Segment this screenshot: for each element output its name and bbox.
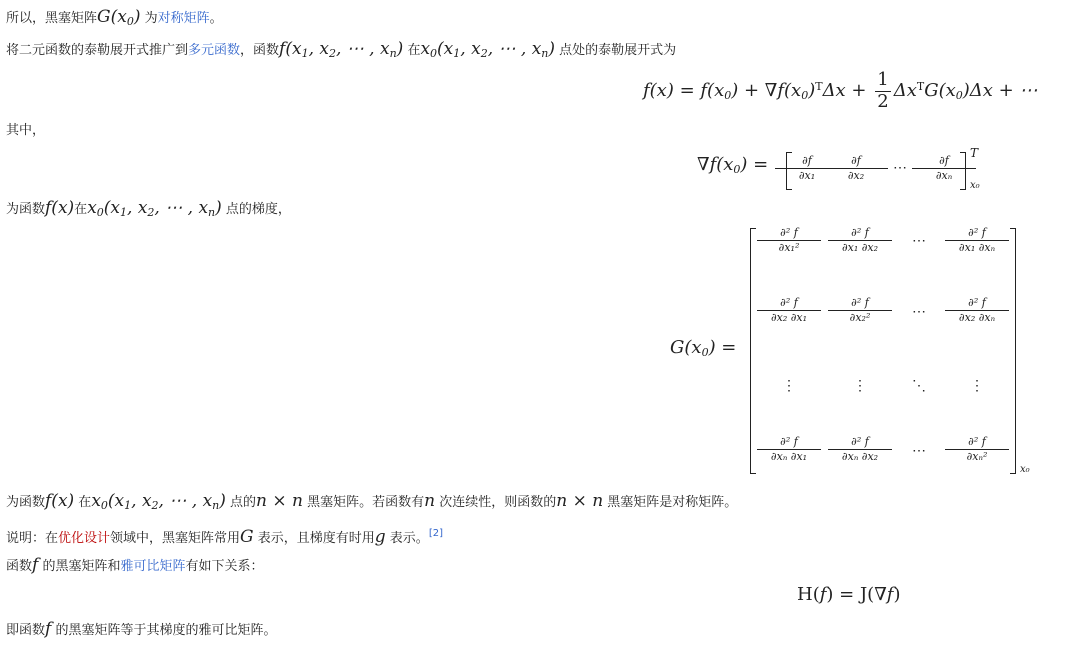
hessian-bracket-left bbox=[750, 228, 756, 474]
text: 为 bbox=[140, 11, 158, 26]
hessian-cell-2-1: $\frac{\text{∂² f}}{\text{∂x₂ ∂x₁}}$ bbox=[757, 296, 821, 326]
text: 在 bbox=[403, 43, 421, 58]
citation-link[interactable]: [2] bbox=[428, 528, 443, 539]
equation-hessian-lhs: $G(x_0)$ = bbox=[670, 337, 737, 359]
text: 点处的泰勒展开式为 bbox=[555, 43, 677, 58]
paragraph-symmetric bbox=[6, 6, 223, 33]
paragraph-gradient: 为函数f(x)在$x_0(x_1$, $x_2$, ⋯ , $x_n$) 点的梯度， bbox=[6, 198, 291, 219]
math-sub: 0 bbox=[126, 15, 134, 28]
hessian-cell-n-n: $\frac{\text{∂² f}}{\text{∂xₙ²}}$ bbox=[945, 435, 1009, 465]
gradient-bracket-right bbox=[960, 152, 966, 190]
gradient-term-2: $\frac{\partial f}{\text{∂x₂}}$ bbox=[824, 154, 888, 184]
paragraph-taylor bbox=[6, 38, 676, 65]
text: 将二元函数的泰勒展开式推广到 bbox=[6, 43, 189, 58]
hessian-cell-2-2: $\frac{\text{∂² f}}{\text{∂x₂²}}$ bbox=[828, 296, 892, 326]
link-jacobian-matrix[interactable]: 雅可比矩阵 bbox=[120, 559, 186, 574]
math-f: $f(x_1$, $x_2$, ⋯ , $x_n$) bbox=[279, 39, 404, 60]
gradient-term-1: $\frac{\partial f}{\text{∂x₁}}$ bbox=[775, 154, 839, 184]
gradient-term-n: $\frac{\partial f}{\text{∂xₙ}}$ bbox=[912, 154, 976, 184]
hessian-hdots-n: ⋯ bbox=[912, 443, 926, 459]
gradient-hdots: ⋯ bbox=[893, 160, 907, 176]
paragraph-note: 说明：在优化设计领域中，黑塞矩阵常用G 表示，且梯度有时用g 表示。[2] bbox=[6, 527, 443, 547]
link-multivariate-function[interactable]: 多元函数 bbox=[188, 43, 241, 58]
equation-taylor: $f(x) = f(x_0) + \nabla f(x_0)^T\Delta x$ + $\frac{1}{2}$ $\Delta x^TG(x_0)\Delta x$ + ⋯ bbox=[643, 69, 1038, 112]
hessian-bracket-right bbox=[1010, 228, 1016, 474]
gradient-sub-x0: x₀ bbox=[970, 180, 980, 191]
link-symmetric-matrix[interactable]: 对称矩阵 bbox=[157, 11, 210, 26]
hessian-vdots-2: ⋮ bbox=[853, 378, 867, 394]
math-paren: ) bbox=[133, 7, 141, 27]
hessian-cell-1-1: $\frac{\text{∂² f}}{\text{∂x₁²}}$ bbox=[757, 226, 821, 256]
hessian-vdots-n: ⋮ bbox=[970, 378, 984, 394]
hessian-cell-1-2: $\frac{\text{∂² f}}{\text{∂x₁ ∂x₂}}$ bbox=[828, 226, 892, 256]
hessian-vdots-1: ⋮ bbox=[782, 378, 796, 394]
hessian-cell-2-n: $\frac{\text{∂² f}}{\text{∂x₂ ∂xₙ}}$ bbox=[945, 296, 1009, 326]
text: ，函数 bbox=[240, 43, 280, 58]
paragraph-hessian-def: 为函数f(x) 在$x_0(x_1$, $x_2$, ⋯ , $x_n$) 点的n × n 黑塞矩阵。若函数有n 次连续性，则函数的n × n 黑塞矩阵是对称矩阵。 bbox=[6, 491, 738, 512]
text: 。 bbox=[209, 11, 223, 26]
math-x0: $x_0(x_1$, $x_2$, ⋯ , $x_n$) bbox=[420, 39, 556, 60]
equation-hessian-jacobian: H(f) = J(∇f) bbox=[797, 584, 901, 605]
equation-gradient: $\nabla f(x_0)$ = bbox=[697, 154, 769, 176]
paragraph-where: 其中， bbox=[6, 123, 46, 138]
hessian-cell-n-2: $\frac{\text{∂² f}}{\text{∂xₙ ∂x₂}}$ bbox=[828, 435, 892, 465]
paragraph-conclusion: 即函数f 的黑塞矩阵等于其梯度的雅可比矩阵。 bbox=[6, 619, 277, 639]
hessian-hdots-2: ⋯ bbox=[912, 304, 926, 320]
paragraph-jacobian: 函数f 的黑塞矩阵和雅可比矩阵有如下关系： bbox=[6, 555, 264, 575]
text: 所以，黑塞矩阵 bbox=[6, 11, 98, 26]
link-optimization-design[interactable]: 优化设计 bbox=[58, 531, 111, 546]
hessian-ddots: ⋱ bbox=[912, 378, 926, 394]
hessian-hdots-1: ⋯ bbox=[912, 233, 926, 249]
hessian-cell-n-1: $\frac{\text{∂² f}}{\text{∂xₙ ∂x₁}}$ bbox=[757, 435, 821, 465]
hessian-sub-x0: x₀ bbox=[1020, 464, 1030, 475]
math-G: G(x bbox=[97, 7, 127, 27]
hessian-cell-1-n: $\frac{\text{∂² f}}{\text{∂x₁ ∂xₙ}}$ bbox=[945, 226, 1009, 256]
gradient-sup-T: T bbox=[970, 146, 979, 160]
